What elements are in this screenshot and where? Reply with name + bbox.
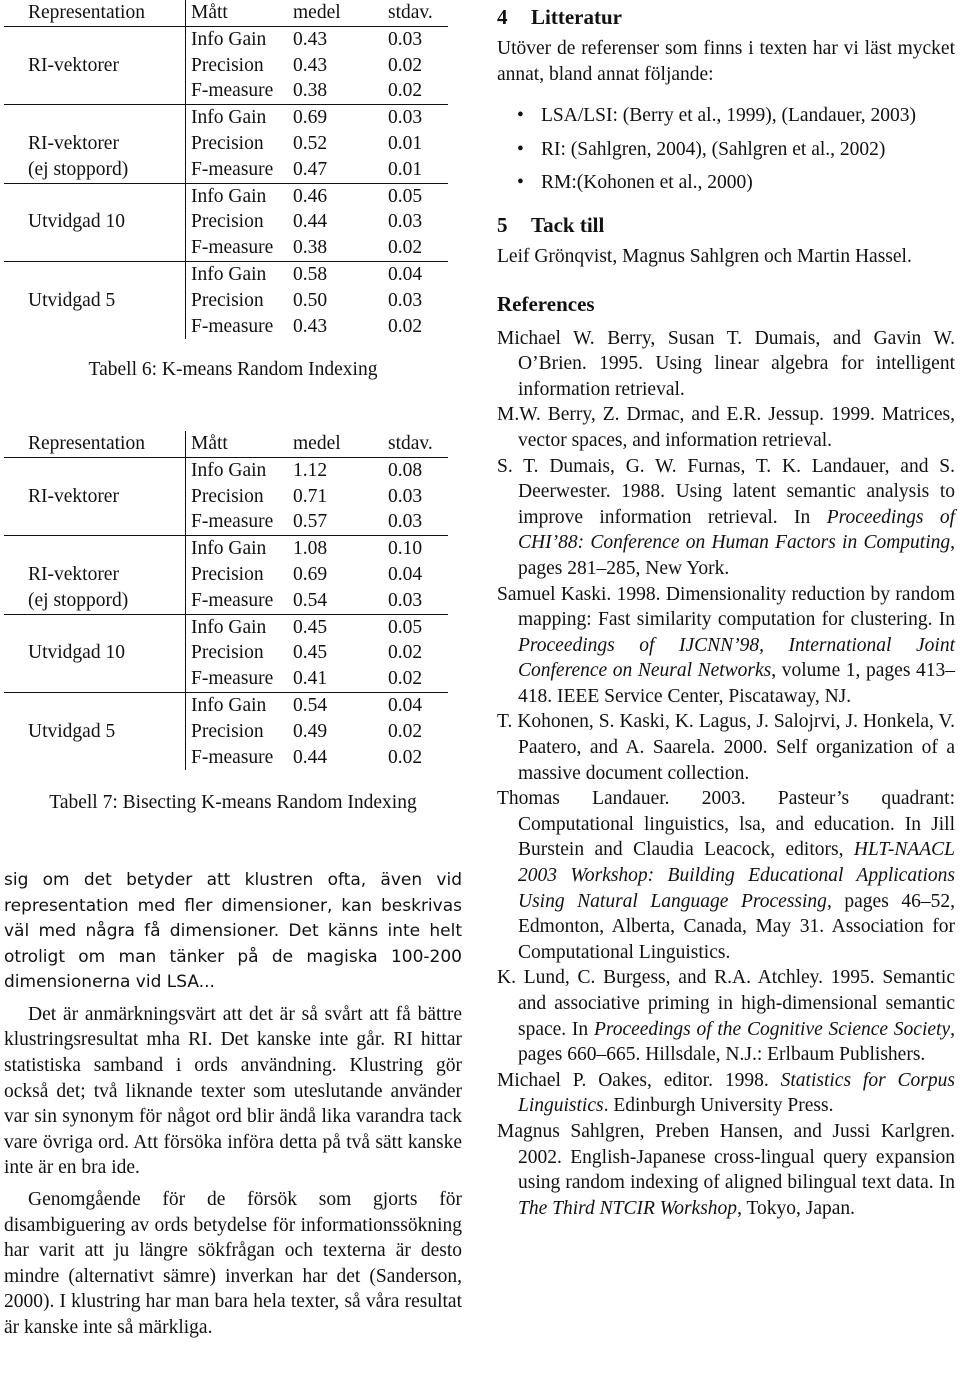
references-list	[497, 326, 955, 1222]
stddev-cell: 0.01	[388, 132, 423, 154]
column-header: stdav.	[378, 0, 448, 26]
table-row	[4, 183, 448, 209]
table-row	[4, 457, 448, 483]
stddev-cell: 0.02	[388, 54, 423, 76]
table-row	[4, 719, 448, 745]
reference-entry: K. Lund, C. Burgess, and R.A. Atchley. 1995. Semantic and associative priming in high-dimensional semantic space. In Proceedings of the Cognitive Science Society, pages 660–665. Hillsdale, N.J.: Erlbaum Publishers.	[497, 967, 955, 1066]
mean-cell: 0.71	[293, 485, 328, 507]
section-tack-till-heading	[497, 210, 955, 240]
mean-cell: 0.47	[291, 157, 378, 183]
table-row	[4, 536, 448, 562]
representation-cell	[4, 26, 186, 52]
table-row	[4, 509, 448, 535]
stddev-cell: 0.03	[388, 28, 423, 50]
table-row	[4, 692, 448, 718]
metric-cell: F-measure	[186, 157, 292, 183]
stddev-cell: 0.04	[388, 563, 423, 585]
representation-cell	[4, 614, 186, 640]
table-row	[4, 562, 448, 588]
mean-cell: 0.38	[291, 235, 378, 261]
stddev-cell: 0.02	[388, 315, 423, 337]
table-kmeans	[4, 0, 448, 339]
metric-cell: F-measure	[186, 235, 292, 261]
metric-cell: F-measure	[191, 746, 274, 768]
mean-cell: 0.43	[293, 54, 328, 76]
table-row	[4, 53, 448, 79]
representation-cell	[4, 235, 186, 261]
reference-venue: HLT-NAACL 2003 Workshop: Building Educational Applications Using Natural Language Processing	[518, 839, 955, 912]
acknowledgements-text: Leif Grönqvist, Magnus Sahlgren och Martin Hassel.	[497, 245, 912, 267]
stddev-cell: 0.08	[388, 459, 423, 481]
stddev-cell: 0.03	[388, 211, 423, 233]
list-item: • LSA/LSI: (Berry et al., 1999), (Landauer, 2003)	[497, 103, 955, 129]
paragraph-dimensions: sig om det betyder att klustren ofta, även vid representation med fler dimensioner, kan beskrivas väl med några få dimensioner. Det känns inte helt otroligt om man tänker på de magiska 100-200 dimensionerna vid LSA...	[4, 869, 462, 993]
stddev-cell: 0.10	[388, 538, 423, 560]
metric-cell: Precision	[191, 720, 264, 742]
mean-cell: 0.41	[291, 666, 378, 692]
stddev-cell: 0.03	[378, 588, 448, 614]
reference-entry: M.W. Berry, Z. Drmac, and E.R. Jessup. 1999. Matrices, vector spaces, and information retrieval.	[497, 404, 955, 451]
representation-cell	[4, 509, 186, 535]
table-bisecting-kmeans	[4, 431, 448, 770]
reference-entry: Thomas Landauer. 2003. Pasteur’s quadrant: Computational linguistics, lsa, and education. In Jill Burstein and Claudia Leacock, editors, HLT-NAACL 2003 Workshop: Building Educational Applications Using Natural Language Processing, pages 46–52, Edmonton, Alberta, Canada, May 31. Association for Computational Linguistics.	[497, 788, 955, 963]
mean-cell: 0.52	[293, 132, 328, 154]
metric-cell: Precision	[191, 485, 264, 507]
column-header: Representation	[4, 431, 186, 457]
table-row	[4, 131, 448, 157]
table-row	[4, 666, 448, 692]
stddev-cell: 0.04	[388, 694, 423, 716]
metric-cell: F-measure	[186, 78, 292, 104]
table-row	[4, 614, 448, 640]
section-title: Tack till	[531, 212, 605, 237]
section-number: 4	[497, 5, 508, 29]
representation-cell: Utvidgad 10	[4, 640, 186, 666]
representation-cell: RI-vektorer	[4, 562, 186, 588]
table-bisecting-caption: Tabell 7: Bisecting K-means Random Indexing	[49, 792, 417, 814]
left-column	[4, 0, 462, 1341]
section-title: Litteratur	[531, 5, 622, 29]
stddev-cell: 0.03	[388, 289, 423, 311]
list-item: • RI: (Sahlgren, 2004), (Sahlgren et al., 2002)	[497, 137, 955, 163]
table-row	[4, 235, 448, 261]
references-heading: References	[497, 291, 595, 316]
reference-entry: S. T. Dumais, G. W. Furnas, T. K. Landauer, and S. Deerwester. 1988. Using latent semantic analysis to improve information retrieval. In Proceedings of CHI’88: Conference on Human Factors in Computing, pages 281–285, New York.	[497, 455, 955, 579]
mean-cell: 0.38	[291, 78, 378, 104]
mean-cell: 0.69	[293, 563, 328, 585]
representation-cell	[4, 457, 186, 483]
metric-cell: F-measure	[186, 588, 292, 614]
mean-cell: 0.45	[293, 616, 328, 638]
table-header-row	[4, 0, 448, 26]
metric-cell: Info Gain	[191, 185, 267, 207]
mean-cell: 0.69	[293, 107, 328, 129]
mean-cell: 0.46	[293, 185, 328, 207]
metric-cell: Info Gain	[191, 616, 267, 638]
representation-cell	[4, 78, 186, 104]
metric-cell: F-measure	[186, 666, 292, 692]
litteratur-intro: Utöver de referenser som finns i texten har vi läst mycket annat, bland annat följande:	[497, 38, 955, 85]
table-kmeans-caption: Tabell 6: K-means Random Indexing	[88, 359, 378, 381]
mean-cell: 0.43	[293, 28, 328, 50]
bullet-icon: •	[517, 105, 524, 127]
column-header: Representation	[4, 0, 186, 26]
metric-cell: Info Gain	[191, 459, 267, 481]
mean-cell: 0.58	[293, 263, 328, 285]
metric-cell: Info Gain	[191, 538, 267, 560]
mean-cell: 0.49	[293, 720, 328, 742]
mean-cell: 0.43	[293, 315, 328, 337]
representation-cell	[4, 261, 186, 287]
metric-cell: Precision	[191, 642, 264, 664]
reference-venue: Proceedings of the Cognitive Science Society	[593, 1018, 951, 1040]
bullet-icon: •	[517, 138, 524, 160]
table-header-row	[4, 431, 448, 457]
table-row	[4, 640, 448, 666]
metric-cell: F-measure	[186, 509, 292, 535]
metric-cell: Info Gain	[191, 28, 267, 50]
representation-cell	[4, 183, 186, 209]
representation-cell: Utvidgad 5	[4, 288, 186, 314]
reference-entry: Magnus Sahlgren, Preben Hansen, and Jussi Karlgren. 2002. English-Japanese cross-lingual query expansion using random indexing of aligned bilingual text data. In The Third NTCIR Workshop, Tokyo, Japan.	[497, 1120, 955, 1219]
mean-cell: 0.54	[293, 694, 328, 716]
stddev-cell: 0.02	[388, 746, 423, 768]
reference-venue: Proceedings of IJCNN’98, International Joint Conference on Neural Networks	[518, 634, 955, 682]
reference-venue: Proceedings of CHI’88: Conference on Human Factors in Computing	[518, 506, 955, 554]
table-row	[4, 157, 448, 183]
table-row	[4, 745, 448, 771]
literature-list	[497, 103, 955, 196]
table-row	[4, 105, 448, 131]
table-row	[4, 588, 448, 614]
paragraph-disambiguation: Genomgående för de försök som gjorts för disambiguering av ords betydelse för informationssökning har varit att ju längre sökfrågan och texterna är desto mindre (alternativt sämre) inverkan har det (Sanderson, 2000). I klustring har man bara hela texter, så våra resultat är kanske inte så märkliga.	[4, 1189, 462, 1338]
representation-cell	[4, 666, 186, 692]
table-row	[4, 484, 448, 510]
paragraph-clustering: Det är anmärkningsvärt att det är så svårt att få bättre klustringsresultat mha RI. Det kanske inte går. RI hittar statistiska samband i ords användning. Klustring gör också det; två liknande texter som uteslutande använder var sin synonym för något ord blir ändå lika varandra tack vare övriga ord. Att försöka införa detta på två sätt kanske inte är en bra ide.	[4, 1003, 462, 1179]
column-header: Mått	[186, 431, 292, 457]
column-header: Mått	[186, 0, 292, 26]
mean-cell: 0.44	[293, 746, 328, 768]
stddev-cell: 0.05	[388, 616, 423, 638]
metric-cell: Precision	[191, 54, 264, 76]
stddev-cell: 0.02	[378, 78, 448, 104]
stddev-cell: 0.02	[388, 720, 423, 742]
stddev-cell: 0.03	[388, 107, 423, 129]
representation-cell: (ej stoppord)	[4, 588, 186, 614]
column-header: medel	[291, 0, 378, 26]
mean-cell: 0.50	[293, 289, 328, 311]
representation-cell: RI-vektorer	[4, 53, 186, 79]
mean-cell: 0.57	[291, 509, 378, 535]
stddev-cell: 0.01	[378, 157, 448, 183]
table-row	[4, 209, 448, 235]
mean-cell: 1.12	[293, 459, 328, 481]
stddev-cell: 0.05	[388, 185, 423, 207]
metric-cell: Precision	[191, 563, 264, 585]
right-column	[497, 0, 955, 1221]
table-row	[4, 314, 448, 340]
representation-cell: Utvidgad 5	[4, 719, 186, 745]
reference-entry: Michael W. Berry, Susan T. Dumais, and Gavin W. O’Brien. 1995. Using linear algebra for intelligent information retrieval.	[497, 327, 955, 400]
stddev-cell: 0.02	[378, 666, 448, 692]
mean-cell: 0.44	[293, 211, 328, 233]
mean-cell: 1.08	[293, 538, 328, 560]
representation-cell	[4, 105, 186, 131]
reference-venue: The Third NTCIR Workshop	[518, 1197, 738, 1219]
representation-cell: RI-vektorer	[4, 131, 186, 157]
table-row	[4, 261, 448, 287]
representation-cell	[4, 745, 186, 771]
representation-cell: Utvidgad 10	[4, 209, 186, 235]
section-number: 5	[497, 212, 508, 237]
stddev-cell: 0.03	[388, 485, 423, 507]
list-item: • RM:(Kohonen et al., 2000)	[497, 170, 955, 196]
stddev-cell: 0.04	[388, 263, 423, 285]
mean-cell: 0.45	[293, 642, 328, 664]
metric-cell: Info Gain	[191, 107, 267, 129]
stddev-cell: 0.02	[388, 642, 423, 664]
bullet-icon: •	[517, 172, 524, 194]
reference-venue: Statistics for Corpus Linguistics	[518, 1069, 955, 1117]
stddev-cell: 0.02	[378, 235, 448, 261]
metric-cell: Precision	[191, 211, 264, 233]
metric-cell: Info Gain	[191, 694, 267, 716]
representation-cell	[4, 314, 186, 340]
column-header: stdav.	[378, 431, 448, 457]
table-row	[4, 78, 448, 104]
representation-cell	[4, 536, 186, 562]
table-row	[4, 288, 448, 314]
representation-cell	[4, 692, 186, 718]
stddev-cell: 0.03	[378, 509, 448, 535]
reference-entry: T. Kohonen, S. Kaski, K. Lagus, J. Salojrvi, J. Honkela, V. Paatero, and A. Saarela. 2000. Self organization of a massive document collection.	[497, 711, 955, 784]
table-row	[4, 26, 448, 52]
reference-entry: Michael P. Oakes, editor. 1998. Statistics for Corpus Linguistics. Edinburgh University Press.	[497, 1069, 955, 1117]
metric-cell: Precision	[191, 132, 264, 154]
metric-cell: Info Gain	[191, 263, 267, 285]
reference-entry: Samuel Kaski. 1998. Dimensionality reduction by random mapping: Fast similarity computation for clustering. In Proceedings of IJCNN’98, International Joint Conference on Neural Networks, volume 1, pages 413–418. IEEE Service Center, Piscataway, NJ.	[497, 583, 956, 707]
representation-cell: (ej stoppord)	[4, 157, 186, 183]
mean-cell: 0.54	[291, 588, 378, 614]
section-litteratur-heading	[497, 2, 955, 32]
metric-cell: Precision	[191, 289, 264, 311]
representation-cell: RI-vektorer	[4, 484, 186, 510]
metric-cell: F-measure	[191, 315, 274, 337]
column-header: medel	[291, 431, 378, 457]
